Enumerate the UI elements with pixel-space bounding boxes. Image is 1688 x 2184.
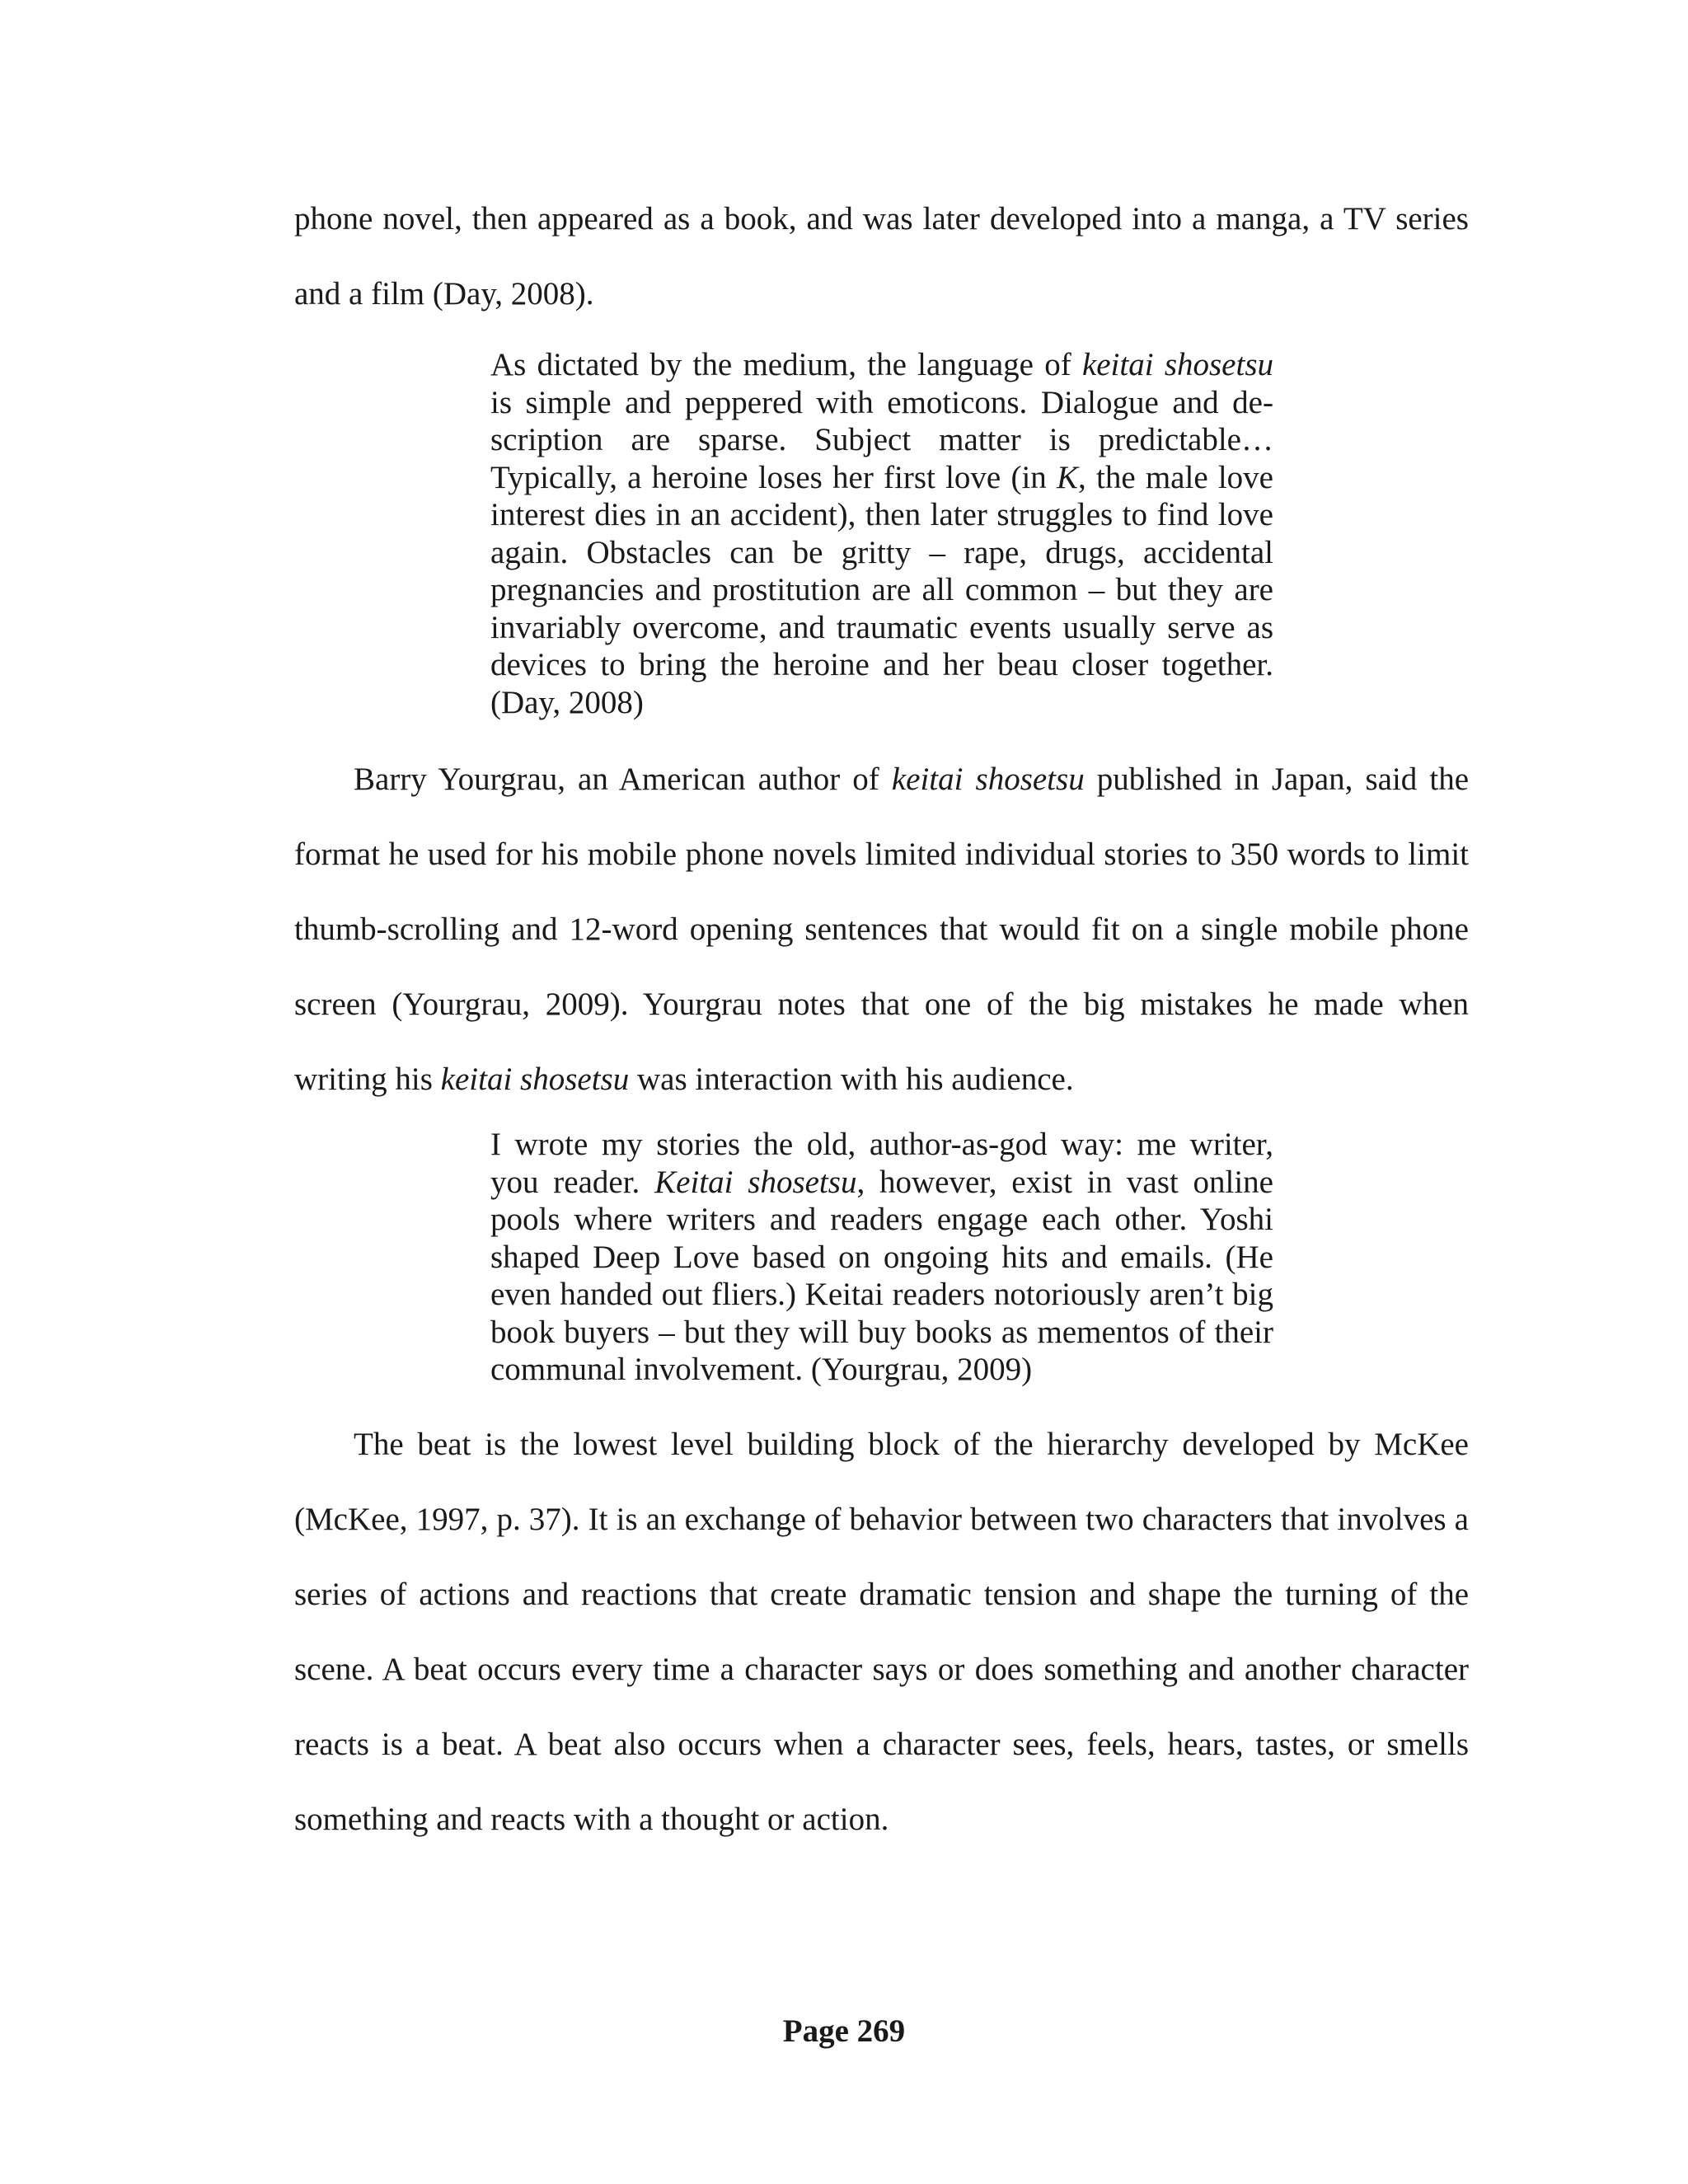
quote-italic-title: K bbox=[1057, 459, 1079, 495]
paragraph-text: The beat is the lowest level building block of the hierarchy developed by McKee (McKee, 1997, p. 37). It is an exchange of behavior between two characters that involves a series of actions and reactions that create dramatic tension and shape the turning of the scene. A beat occurs every time a character says or does something and another character reacts is a beat. A beat also occurs when a character sees, feels, hears, tastes, or smells something and reacts with a thought or action. bbox=[294, 1427, 1469, 1837]
page-number: Page 269 bbox=[782, 2013, 906, 2049]
quote-text: I wrote my stories the old, author-as-god way: me writer, you reader. bbox=[490, 1127, 1273, 1200]
block-quote-day bbox=[490, 346, 1273, 721]
quote-text: As dictated by the medium, the language of bbox=[490, 347, 1082, 382]
paragraph-text: Barry Yourgrau, an American author of bbox=[354, 762, 892, 797]
quote-italic-term: Keitai shosetsu bbox=[654, 1164, 857, 1200]
block-quote-yourgrau bbox=[490, 1126, 1273, 1389]
quote-text: is simple and peppered with emoticons. Dialogue and description are sparse. Subject matter is predictable…Typically, a heroine loses her first love (in bbox=[490, 384, 1273, 495]
paragraph-text: phone novel, then appeared as a book, and was later developed into a manga, a TV series and a film (Day, 2008). bbox=[294, 201, 1469, 312]
quote-text: , the male love interest dies in an accident), then later struggles to find love again. Obstacles can be gritty – rape, drugs, accidental pregnancies and prostitution are all common – but they are invariably overcome, and traumatic events usually serve as devices to bring the heroine and her beau closer together. (Day, 2008) bbox=[490, 459, 1273, 720]
paragraph-text: was interaction with his audience. bbox=[629, 1062, 1074, 1097]
paragraph-continuation bbox=[294, 181, 1469, 331]
paragraph-beat bbox=[294, 1407, 1469, 1857]
paragraph-yourgrau bbox=[294, 742, 1469, 1117]
quote-italic-term: keitai shosetsu bbox=[1081, 347, 1273, 382]
paragraph-italic-term: keitai shosetsu bbox=[891, 762, 1085, 797]
quote-text: , however, exist in vast online pools where writers and readers engage each other. Yoshi shaped Deep Love based on ongoing hits and emails. (He even handed out fliers.) Keitai readers notoriously aren’t big book buyers – but they will buy books as mementos of their communal involvement. (Yourgrau, 2009) bbox=[490, 1164, 1273, 1387]
paragraph-italic-term: keitai shosetsu bbox=[440, 1062, 630, 1097]
paragraph-text: published in Japan, said the format he used for his mobile phone novels limited individual stories to 350 words to limit thumb-scrolling and 12-word opening sentences that would fit on a single mobile phone screen (Yourgrau, 2009). Yourgrau notes that one of the big mistakes he made when writing his bbox=[294, 762, 1469, 1097]
